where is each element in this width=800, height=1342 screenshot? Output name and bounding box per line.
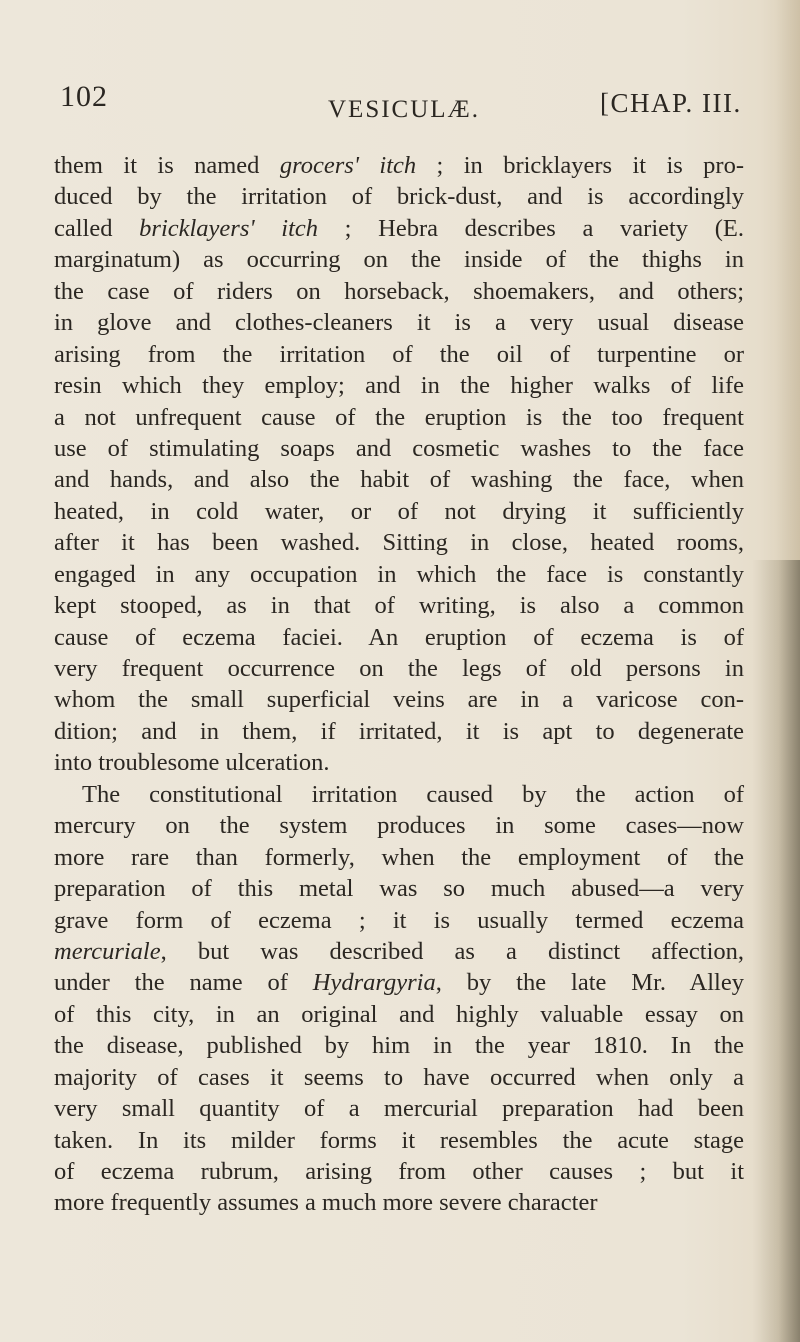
text-line: grave form of eczema ; it is usually termed eczema bbox=[54, 906, 744, 934]
text-line: very frequent occurrence on the legs of old persons in bbox=[54, 655, 744, 682]
text-line: arising from the irritation of the oil of turpentine or bbox=[54, 340, 744, 368]
text-line: more rare than formerly, when the employment of the bbox=[54, 843, 744, 871]
text-line: in glove and clothes-cleaners it is a very usual disease bbox=[54, 309, 744, 337]
text-line: marginatum) as occurring on the inside of the thighs in bbox=[54, 246, 744, 274]
text-line: preparation of this metal was so much abused—a very bbox=[54, 875, 744, 903]
running-title: VESICULÆ. bbox=[328, 96, 481, 123]
text-line: of this city, in an original and highly valuable essay on bbox=[54, 1000, 744, 1028]
page-edge-shading bbox=[752, 560, 800, 1342]
text-line: a not unfrequent cause of the eruption is the too frequent bbox=[54, 403, 744, 431]
text-line: mercury on the system produces in some cases—now bbox=[54, 812, 744, 840]
text-line: the disease, published by him in the year 1810. In the bbox=[54, 1032, 744, 1060]
text-line: them it is named grocers' itch ; in bricklayers it is pro- bbox=[54, 152, 745, 179]
text-line: after it has been washed. Sitting in close, heated rooms, bbox=[54, 529, 744, 557]
chapter-label: [CHAP. III. bbox=[600, 88, 742, 118]
body-text bbox=[54, 150, 744, 1219]
text-line: dition; and in them, if irritated, it is apt to degenerate bbox=[54, 717, 744, 745]
text-line: under the name of Hydrargyria, by the late Mr. Alley bbox=[54, 969, 744, 997]
text-line: more frequently assumes a much more severe character bbox=[54, 1189, 598, 1217]
text-line: taken. In its milder forms it resembles the acute stage bbox=[54, 1126, 744, 1154]
text-line: mercuriale, but was described as a distinct affection, bbox=[54, 937, 744, 965]
text-line: kept stooped, as in that of writing, is also a common bbox=[54, 592, 744, 620]
text-line: use of stimulating soaps and cosmetic washes to the face bbox=[54, 434, 744, 462]
text-line: very small quantity of a mercurial preparation had been bbox=[54, 1095, 744, 1123]
text-line: engaged in any occupation in which the face is constantly bbox=[54, 560, 744, 588]
page-number: 102 bbox=[60, 80, 108, 113]
text-line: the case of riders on horseback, shoemakers, and others; bbox=[54, 277, 744, 305]
text-line: heated, in cold water, or of not drying it sufficiently bbox=[54, 497, 744, 525]
text-line: into troublesome ulceration. bbox=[54, 749, 330, 777]
text-line: cause of eczema faciei. An eruption of eczema is of bbox=[54, 623, 744, 651]
text-line: The constitutional irritation caused by the action of bbox=[82, 780, 744, 808]
text-line: whom the small superficial veins are in a varicose con- bbox=[54, 686, 744, 714]
running-header bbox=[60, 80, 750, 136]
text-line: called bricklayers' itch ; Hebra describes a variety (E. bbox=[54, 214, 744, 242]
text-line: majority of cases it seems to have occurred when only a bbox=[54, 1063, 744, 1091]
text-line: duced by the irritation of brick-dust, and is accordingly bbox=[54, 183, 744, 211]
text-line: resin which they employ; and in the higher walks of life bbox=[54, 372, 744, 400]
page-edge-shading-upper bbox=[776, 0, 800, 560]
text-line: and hands, and also the habit of washing the face, when bbox=[54, 466, 744, 494]
text-line: of eczema rubrum, arising from other causes ; but it bbox=[54, 1158, 744, 1185]
